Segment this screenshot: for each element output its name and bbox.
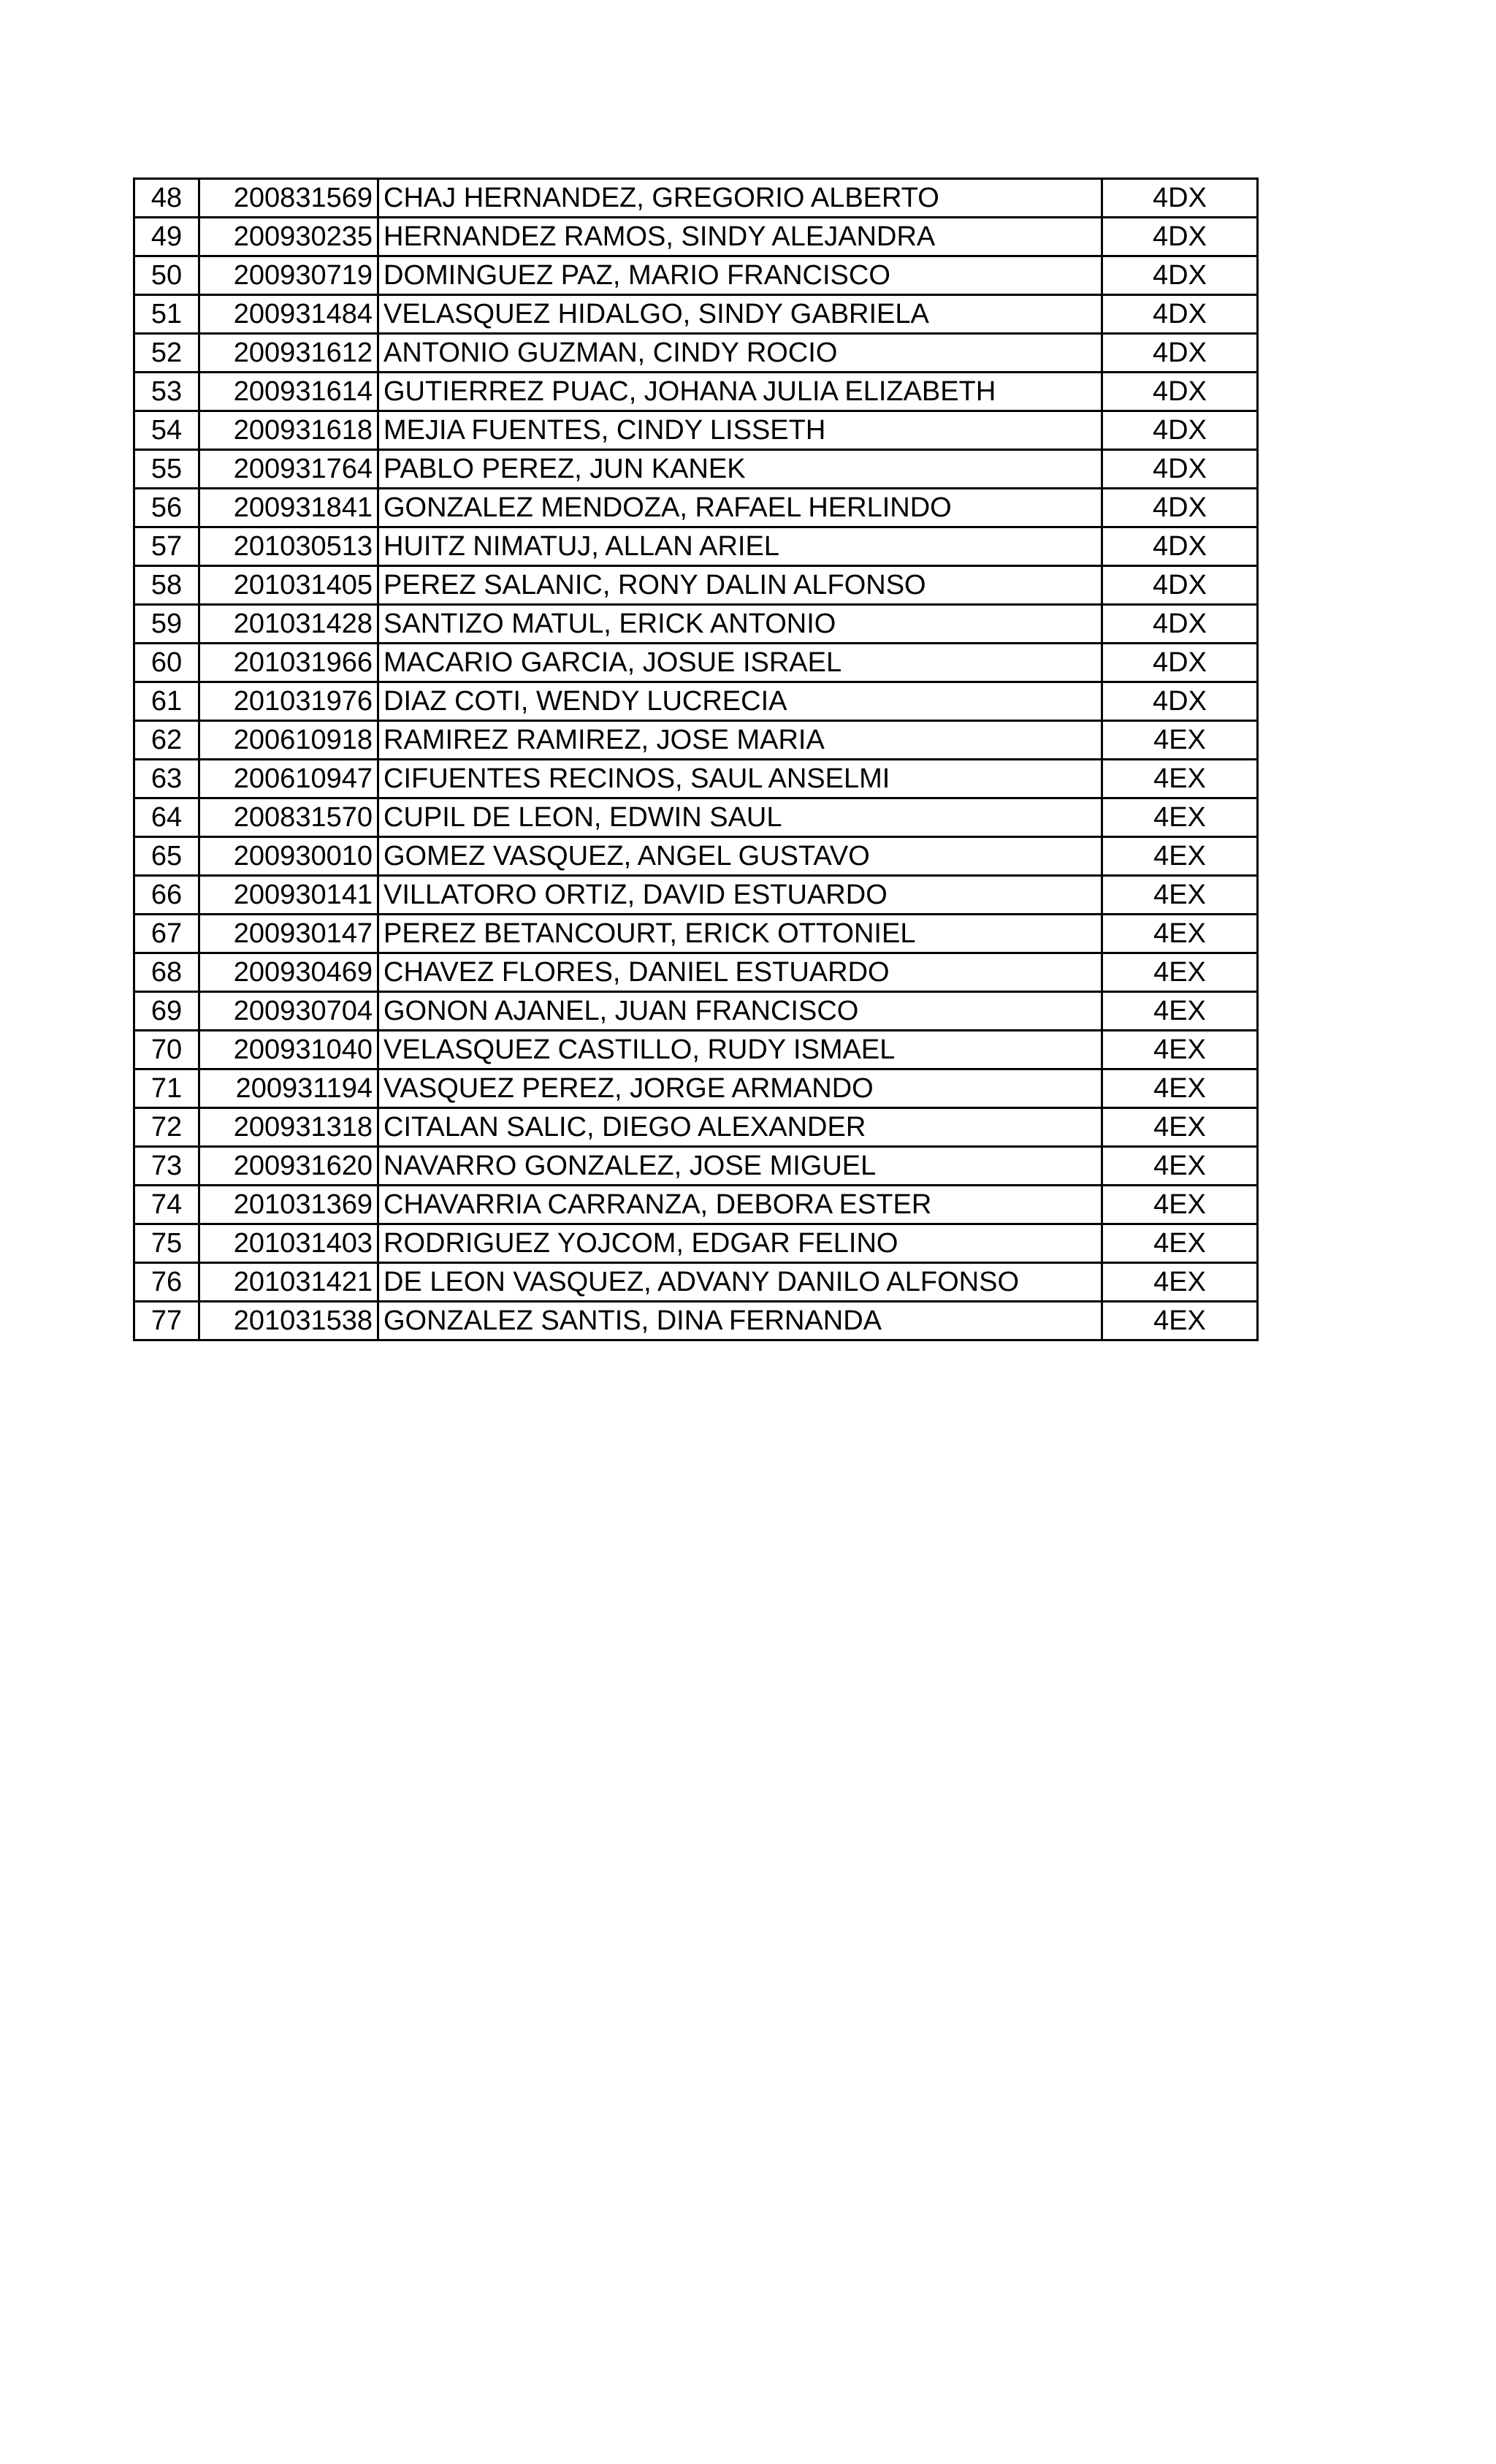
student-name-cell: PEREZ BETANCOURT, ERICK OTTONIEL: [378, 915, 1102, 953]
row-number-cell: 59: [134, 605, 199, 644]
table-row: [134, 411, 1258, 450]
section-cell: 4DX: [1102, 179, 1258, 218]
student-name-cell: CITALAN SALIC, DIEGO ALEXANDER: [378, 1108, 1102, 1147]
section-cell: 4DX: [1102, 411, 1258, 450]
table-row: [134, 1186, 1258, 1224]
section-cell: 4DX: [1102, 566, 1258, 605]
student-name-cell: CHAJ HERNANDEZ, GREGORIO ALBERTO: [378, 179, 1102, 218]
student-id-cell: 200930147: [199, 915, 378, 953]
student-name-cell: DIAZ COTI, WENDY LUCRECIA: [378, 682, 1102, 721]
student-name-cell: VILLATORO ORTIZ, DAVID ESTUARDO: [378, 876, 1102, 915]
student-name-cell: CUPIL DE LEON, EDWIN SAUL: [378, 798, 1102, 837]
section-cell: 4EX: [1102, 876, 1258, 915]
student-id-cell: 200931620: [199, 1147, 378, 1186]
student-name-cell: PABLO PEREZ, JUN KANEK: [378, 450, 1102, 489]
section-cell: 4DX: [1102, 527, 1258, 566]
row-number-cell: 49: [134, 218, 199, 256]
student-id-cell: 201031421: [199, 1263, 378, 1302]
table-row: [134, 1147, 1258, 1186]
row-number-cell: 56: [134, 489, 199, 527]
section-cell: 4EX: [1102, 1069, 1258, 1108]
row-number-cell: 64: [134, 798, 199, 837]
table-row: [134, 256, 1258, 295]
student-id-cell: 201031369: [199, 1186, 378, 1224]
table-row: [134, 1031, 1258, 1069]
section-cell: 4DX: [1102, 218, 1258, 256]
row-number-cell: 70: [134, 1031, 199, 1069]
student-id-cell: 201031538: [199, 1302, 378, 1340]
row-number-cell: 50: [134, 256, 199, 295]
student-name-cell: HUITZ NIMATUJ, ALLAN ARIEL: [378, 527, 1102, 566]
student-id-cell: 201031976: [199, 682, 378, 721]
student-id-cell: 200931841: [199, 489, 378, 527]
row-number-cell: 63: [134, 760, 199, 798]
table-row: [134, 876, 1258, 915]
table-row: [134, 1108, 1258, 1147]
student-name-cell: RODRIGUEZ YOJCOM, EDGAR FELINO: [378, 1224, 1102, 1263]
row-number-cell: 71: [134, 1069, 199, 1108]
roster-body: [134, 179, 1258, 1340]
table-row: [134, 798, 1258, 837]
section-cell: 4EX: [1102, 1302, 1258, 1340]
row-number-cell: 51: [134, 295, 199, 334]
student-id-cell: 200931764: [199, 450, 378, 489]
section-cell: 4EX: [1102, 953, 1258, 992]
section-cell: 4EX: [1102, 1224, 1258, 1263]
student-name-cell: MACARIO GARCIA, JOSUE ISRAEL: [378, 644, 1102, 682]
row-number-cell: 48: [134, 179, 199, 218]
student-id-cell: 200831569: [199, 179, 378, 218]
section-cell: 4EX: [1102, 1186, 1258, 1224]
student-roster-table: [133, 178, 1259, 1341]
table-row: [134, 605, 1258, 644]
table-row: [134, 527, 1258, 566]
student-id-cell: 200610918: [199, 721, 378, 760]
table-row: [134, 1263, 1258, 1302]
section-cell: 4EX: [1102, 1263, 1258, 1302]
row-number-cell: 61: [134, 682, 199, 721]
table-row: [134, 992, 1258, 1031]
student-name-cell: DOMINGUEZ PAZ, MARIO FRANCISCO: [378, 256, 1102, 295]
section-cell: 4EX: [1102, 1031, 1258, 1069]
section-cell: 4DX: [1102, 644, 1258, 682]
row-number-cell: 77: [134, 1302, 199, 1340]
table-row: [134, 1069, 1258, 1108]
table-row: [134, 760, 1258, 798]
student-id-cell: 200930704: [199, 992, 378, 1031]
section-cell: 4EX: [1102, 837, 1258, 876]
student-id-cell: 201031405: [199, 566, 378, 605]
table-row: [134, 450, 1258, 489]
student-id-cell: 200930235: [199, 218, 378, 256]
row-number-cell: 69: [134, 992, 199, 1031]
table-row: [134, 489, 1258, 527]
table-row: [134, 566, 1258, 605]
section-cell: 4EX: [1102, 1108, 1258, 1147]
section-cell: 4DX: [1102, 256, 1258, 295]
row-number-cell: 65: [134, 837, 199, 876]
student-name-cell: GONON AJANEL, JUAN FRANCISCO: [378, 992, 1102, 1031]
student-name-cell: SANTIZO MATUL, ERICK ANTONIO: [378, 605, 1102, 644]
student-id-cell: 200931040: [199, 1031, 378, 1069]
student-name-cell: GUTIERREZ PUAC, JOHANA JULIA ELIZABETH: [378, 373, 1102, 411]
row-number-cell: 73: [134, 1147, 199, 1186]
student-id-cell: 200930141: [199, 876, 378, 915]
table-row: [134, 334, 1258, 373]
student-name-cell: GONZALEZ MENDOZA, RAFAEL HERLINDO: [378, 489, 1102, 527]
student-id-cell: 200930469: [199, 953, 378, 992]
student-id-cell: 200831570: [199, 798, 378, 837]
row-number-cell: 68: [134, 953, 199, 992]
section-cell: 4DX: [1102, 373, 1258, 411]
section-cell: 4DX: [1102, 334, 1258, 373]
student-name-cell: PEREZ SALANIC, RONY DALIN ALFONSO: [378, 566, 1102, 605]
student-id-cell: 200610947: [199, 760, 378, 798]
student-name-cell: CHAVARRIA CARRANZA, DEBORA ESTER: [378, 1186, 1102, 1224]
student-id-cell: 200930719: [199, 256, 378, 295]
student-id-cell: 201031428: [199, 605, 378, 644]
student-id-cell: 201031966: [199, 644, 378, 682]
table-row: [134, 953, 1258, 992]
student-id-cell: 201031403: [199, 1224, 378, 1263]
section-cell: 4EX: [1102, 992, 1258, 1031]
student-name-cell: ANTONIO GUZMAN, CINDY ROCIO: [378, 334, 1102, 373]
student-name-cell: CIFUENTES RECINOS, SAUL ANSELMI: [378, 760, 1102, 798]
student-id-cell: 200931484: [199, 295, 378, 334]
section-cell: 4EX: [1102, 1147, 1258, 1186]
table-row: [134, 682, 1258, 721]
row-number-cell: 54: [134, 411, 199, 450]
row-number-cell: 58: [134, 566, 199, 605]
section-cell: 4EX: [1102, 760, 1258, 798]
student-name-cell: MEJIA FUENTES, CINDY LISSETH: [378, 411, 1102, 450]
student-id-cell: 200930010: [199, 837, 378, 876]
section-cell: 4DX: [1102, 605, 1258, 644]
row-number-cell: 74: [134, 1186, 199, 1224]
section-cell: 4DX: [1102, 489, 1258, 527]
student-id-cell: 201030513: [199, 527, 378, 566]
row-number-cell: 72: [134, 1108, 199, 1147]
table-row: [134, 1302, 1258, 1340]
table-row: [134, 373, 1258, 411]
student-id-cell: 200931318: [199, 1108, 378, 1147]
row-number-cell: 53: [134, 373, 199, 411]
row-number-cell: 52: [134, 334, 199, 373]
table-row: [134, 295, 1258, 334]
student-name-cell: VASQUEZ PEREZ, JORGE ARMANDO: [378, 1069, 1102, 1108]
table-row: [134, 1224, 1258, 1263]
student-name-cell: DE LEON VASQUEZ, ADVANY DANILO ALFONSO: [378, 1263, 1102, 1302]
student-id-cell: 200931194: [199, 1069, 378, 1108]
student-name-cell: GOMEZ VASQUEZ, ANGEL GUSTAVO: [378, 837, 1102, 876]
row-number-cell: 62: [134, 721, 199, 760]
student-id-cell: 200931614: [199, 373, 378, 411]
student-name-cell: VELASQUEZ CASTILLO, RUDY ISMAEL: [378, 1031, 1102, 1069]
section-cell: 4DX: [1102, 450, 1258, 489]
section-cell: 4EX: [1102, 721, 1258, 760]
table-row: [134, 721, 1258, 760]
student-name-cell: CHAVEZ FLORES, DANIEL ESTUARDO: [378, 953, 1102, 992]
row-number-cell: 66: [134, 876, 199, 915]
student-name-cell: VELASQUEZ HIDALGO, SINDY GABRIELA: [378, 295, 1102, 334]
section-cell: 4EX: [1102, 915, 1258, 953]
row-number-cell: 55: [134, 450, 199, 489]
student-name-cell: GONZALEZ SANTIS, DINA FERNANDA: [378, 1302, 1102, 1340]
student-id-cell: 200931618: [199, 411, 378, 450]
row-number-cell: 75: [134, 1224, 199, 1263]
table-row: [134, 644, 1258, 682]
student-name-cell: RAMIREZ RAMIREZ, JOSE MARIA: [378, 721, 1102, 760]
student-name-cell: HERNANDEZ RAMOS, SINDY ALEJANDRA: [378, 218, 1102, 256]
student-name-cell: NAVARRO GONZALEZ, JOSE MIGUEL: [378, 1147, 1102, 1186]
row-number-cell: 76: [134, 1263, 199, 1302]
section-cell: 4EX: [1102, 798, 1258, 837]
table-row: [134, 179, 1258, 218]
table-row: [134, 218, 1258, 256]
row-number-cell: 60: [134, 644, 199, 682]
section-cell: 4DX: [1102, 682, 1258, 721]
row-number-cell: 67: [134, 915, 199, 953]
row-number-cell: 57: [134, 527, 199, 566]
section-cell: 4DX: [1102, 295, 1258, 334]
table-row: [134, 915, 1258, 953]
table-row: [134, 837, 1258, 876]
student-id-cell: 200931612: [199, 334, 378, 373]
